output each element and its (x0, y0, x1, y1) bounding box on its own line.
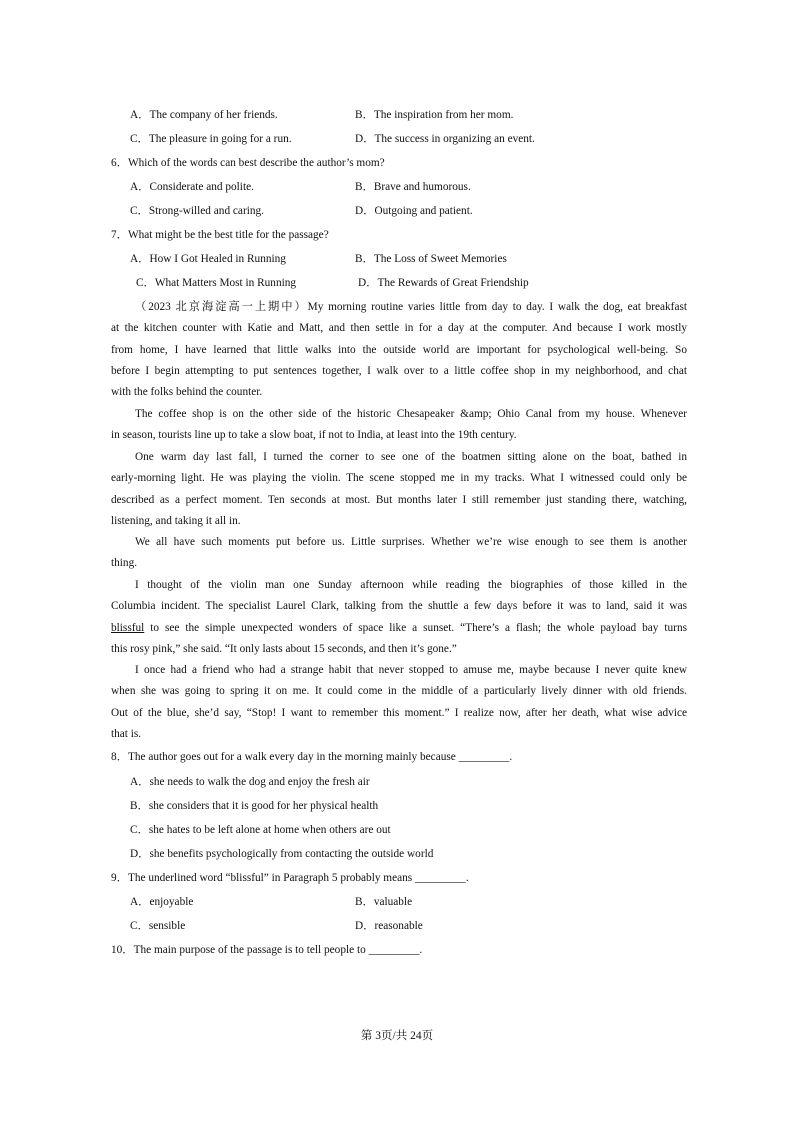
passage-line: in season, tourists line up to take a slow boat, if not to India, at least into the 19th century. (111, 429, 517, 442)
passage-line (111, 618, 687, 639)
q9-option-a[interactable]: A．enjoyable (130, 896, 194, 908)
page-number: 第 3页/共 24页 (360, 1030, 434, 1042)
q7-option-a[interactable]: A．How I Got Healed in Running (130, 253, 286, 265)
passage-paragraph-6 (111, 660, 687, 745)
q8-option-b[interactable]: B．she considers that it is good for her physical health (130, 800, 379, 812)
passage-line: early-morning light. He was playing the violin. The scene stopped me in my tracks. What I witnessed could only be (111, 472, 687, 485)
passage-line: We all have such moments put before us. Little surprises. Whether we’re wise enough to see them is another (135, 536, 687, 548)
passage-line: listening, and taking it all in. (111, 514, 241, 527)
q9-stem: 9．The underlined word “blissful” in Paragraph 5 probably means _________. (111, 872, 469, 884)
passage-line: when she was going to spring it on me. It could come in the middle of a particularly lively dinner with old friends. (111, 685, 687, 698)
passage-line: I thought of the violin man one Sunday afternoon while reading the biographies of those killed in the (135, 579, 687, 591)
q9-option-c[interactable]: C．sensible (130, 920, 186, 932)
q6-option-a[interactable]: A．Considerate and polite. (130, 181, 254, 193)
passage-paragraph-2 (111, 404, 687, 447)
passage-paragraph-5 (111, 575, 687, 660)
passage-line: from home, I have learned that little walks into the outside world are important for psychological well-being. So (111, 343, 687, 356)
underlined-word: blissful (111, 621, 145, 634)
q8-option-c[interactable]: C．she hates to be left alone at home when others are out (130, 824, 391, 836)
passage-line: I once had a friend who had a strange habit that never stopped to amuse me, maybe because I never quite knew (135, 664, 687, 676)
q5-option-c[interactable]: C．The pleasure in going for a run. (130, 133, 292, 145)
q7-option-b[interactable]: B．The Loss of Sweet Memories (355, 253, 507, 265)
passage-line: before I begin attempting to put sentences together, I walk over to a little coffee shop in my neighborhood, and chat (111, 364, 687, 377)
q9-option-d[interactable]: D．reasonable (355, 920, 423, 932)
q6-option-b[interactable]: B．Brave and humorous. (355, 181, 471, 193)
passage-line: this rosy pink,” she said. “It only lasts about 15 seconds, and then it’s gone.” (111, 642, 457, 655)
passage-line: One warm day last fall, I turned the corner to see one of the boatmen sitting alone on the boat, bathed in (135, 451, 687, 463)
q8-stem: 8．The author goes out for a walk every day in the morning mainly because _________. (111, 751, 513, 763)
passage-line: （2023 北京海淀高一上期中）My morning routine varies little from day to day. I walk the dog, eat breakfast (135, 301, 687, 313)
passage-line: at the kitchen counter with Katie and Matt, and then settle in for a day at the computer. And because I work mostly (111, 322, 687, 335)
q5-option-a[interactable]: A．The company of her friends. (130, 109, 278, 121)
passage-paragraph-3 (111, 447, 687, 532)
q7-option-d[interactable]: D．The Rewards of Great Friendship (358, 277, 529, 289)
passage-line: Columbia incident. The specialist Laurel Clark, talking from the shuttle a few days before it was to land, said it was (111, 600, 687, 613)
passage-line: described as a perfect moment. Ten seconds at most. But months later I still remember just standing there, watching, (111, 493, 687, 506)
passage-line: The coffee shop is on the other side of the historic Chesapeaker &amp; Ohio Canal from my house. Whenever (135, 408, 687, 420)
passage-line-rest: to see the simple unexpected wonders of space like a sunset. “There’s a flash; the whole payload bay turns (144, 621, 687, 634)
passage-line: thing. (111, 557, 138, 570)
q6-option-c[interactable]: C．Strong-willed and caring. (130, 205, 264, 217)
passage-paragraph-4 (111, 532, 687, 575)
q10-stem: 10．The main purpose of the passage is to tell people to _________. (111, 944, 423, 956)
passage-line: Out of the blue, she’d say, “Stop! I want to remember this moment.” I realize now, after her death, what wise advice (111, 706, 687, 719)
q5-option-d[interactable]: D．The success in organizing an event. (355, 133, 535, 145)
q6-stem: 6．Which of the words can best describe the author’s mom? (111, 157, 385, 169)
q9-option-b[interactable]: B．valuable (355, 896, 413, 908)
q6-option-d[interactable]: D．Outgoing and patient. (355, 205, 473, 217)
passage-line: that is. (111, 727, 142, 740)
q5-option-b[interactable]: B．The inspiration from her mom. (355, 109, 514, 121)
q7-stem: 7．What might be the best title for the passage? (111, 229, 329, 241)
passage-paragraph-1 (111, 297, 687, 403)
q8-option-a[interactable]: A．she needs to walk the dog and enjoy the fresh air (130, 776, 370, 788)
q8-option-d[interactable]: D．she benefits psychologically from contacting the outside world (130, 848, 434, 860)
q7-option-c[interactable]: C．What Matters Most in Running (136, 277, 297, 289)
passage-line: with the folks behind the counter. (111, 386, 263, 399)
